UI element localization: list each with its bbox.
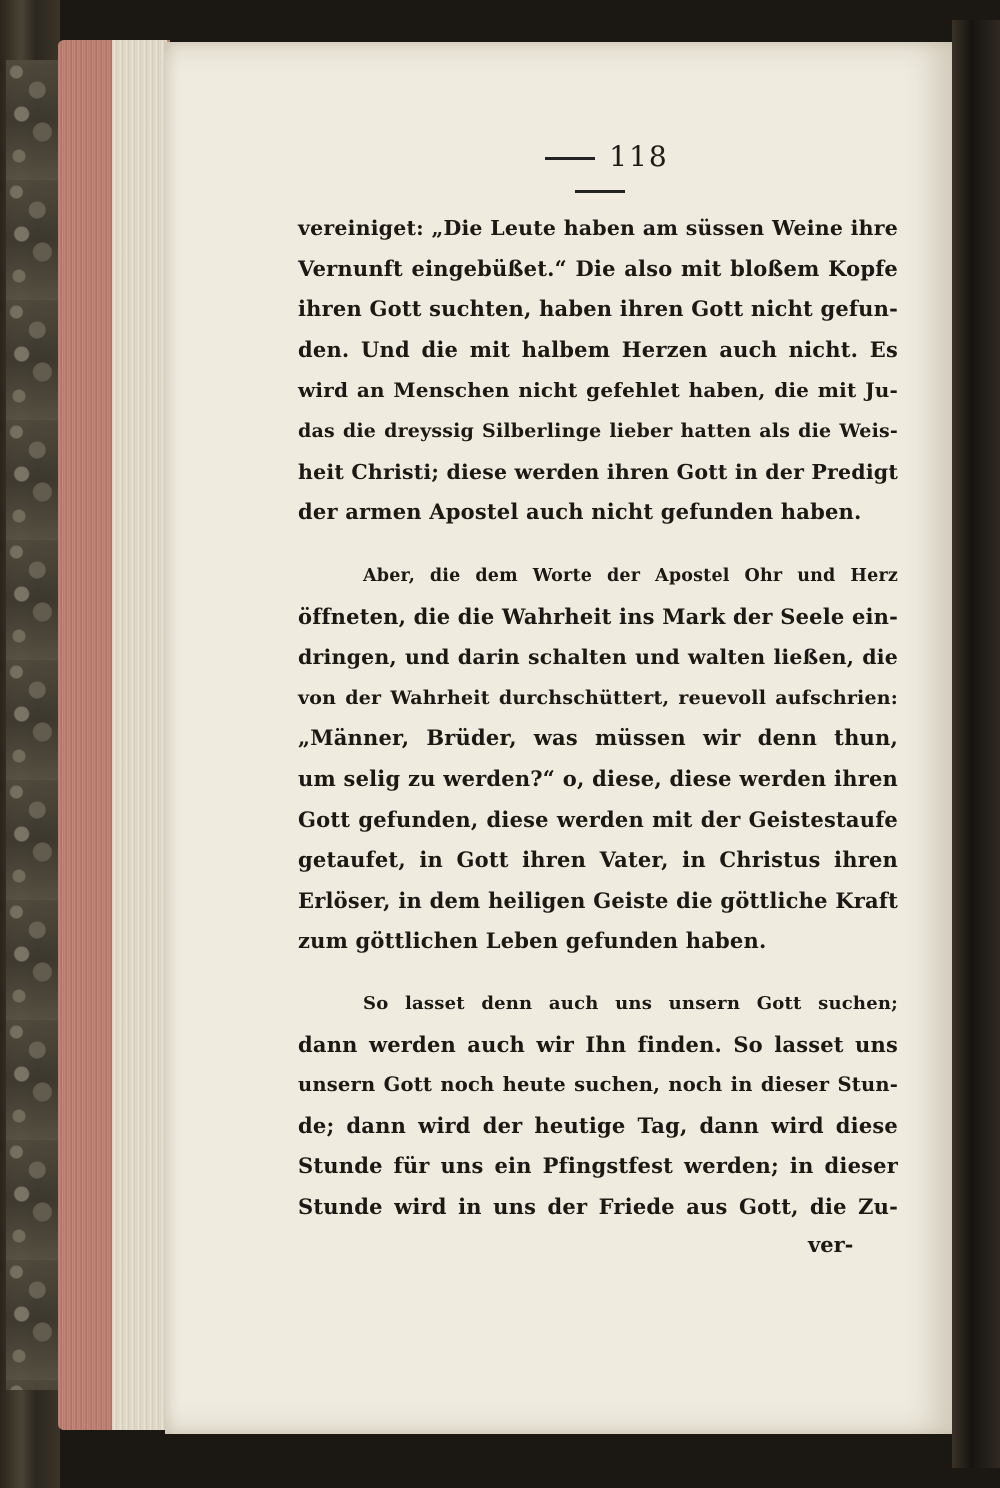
paragraph-3	[298, 984, 898, 1228]
text-line: vereiniget: „Die Leute haben am süssen Weine ihre	[298, 216, 898, 240]
text-line: das die dreyssig Silberlinge lieber hatten als die Weis-	[298, 419, 898, 442]
text-line: getaufet, in Gott ihren Vater, in Christus ihren	[298, 847, 898, 873]
text-line: ihren Gott suchten, haben ihren Gott nicht gefun-	[298, 296, 898, 322]
text-line: von der Wahrheit durchschüttert, reuevoll aufschrien:	[298, 686, 898, 709]
header-dash-left	[545, 157, 595, 160]
marbled-endpaper	[6, 60, 58, 1390]
text-line: Vernunft eingebüßet.“ Die also mit bloßem Kopfe	[298, 255, 898, 281]
text-line: öffneten, die die Wahrheit ins Mark der Seele ein-	[298, 603, 899, 629]
text-line: den. Und die mit halbem Herzen auch nicht. Es	[298, 336, 898, 362]
page-edges	[112, 40, 167, 1430]
text-line: Stunde wird in uns der Friede aus Gott, die Zu-	[298, 1193, 898, 1219]
text-line: wird an Menschen nicht gefehlet haben, die mit Ju-	[298, 378, 898, 403]
text-line: Aber, die dem Worte der Apostel Ohr und Herz	[363, 566, 898, 586]
text-line: „Männer, Brüder, was müssen wir denn thun,	[298, 725, 898, 751]
paragraph-1	[298, 208, 898, 533]
paragraph-2	[298, 556, 898, 962]
catchword: ver-	[808, 1232, 854, 1257]
text-line: Erlöser, in dem heiligen Geiste die göttliche Kraft	[298, 887, 898, 913]
text-line: um selig zu werden?“ o, diese, diese werden ihren	[298, 765, 898, 791]
page-number: 118	[609, 140, 669, 173]
text-line: dringen, und darin schalten und walten ließen, die	[298, 645, 898, 670]
header-dash-right	[575, 190, 625, 193]
text-line: So lasset denn auch uns unsern Gott suchen;	[363, 993, 898, 1014]
text-line: heit Christi; diese werden ihren Gott in der Predigt	[298, 459, 899, 484]
text-line: unsern Gott noch heute suchen, noch in dieser Stun-	[298, 1073, 898, 1097]
text-line: der armen Apostel auch nicht gefunden haben.	[298, 499, 862, 525]
text-line: Gott gefunden, diese werden mit der Geistestaufe	[298, 806, 898, 832]
text-line: dann werden auch wir Ihn finden. So lasset uns	[298, 1031, 898, 1057]
text-line: de; dann wird der heutige Tag, dann wird diese	[298, 1112, 898, 1138]
book-gutter	[952, 20, 1000, 1468]
text-line: Stunde für uns ein Pfingstfest werden; in dieser	[298, 1153, 898, 1179]
page-header	[500, 140, 700, 206]
text-line: zum göttlichen Leben gefunden haben.	[298, 928, 767, 954]
